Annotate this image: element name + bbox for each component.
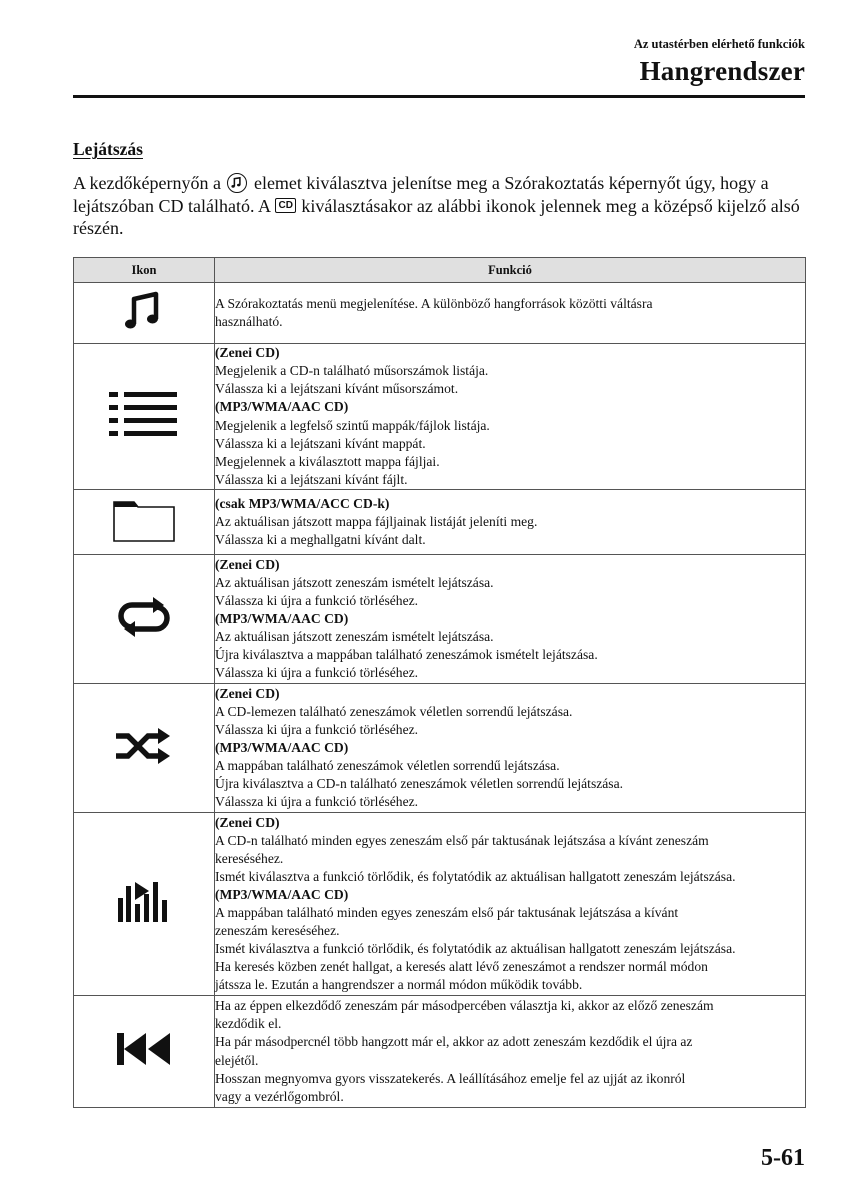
cell-text-line: Válassza ki a lejátszani kívánt fájlt. (215, 471, 408, 487)
cell-text-line: Megjelenik a legfelső szintű mappák/fájlok listája. (215, 417, 490, 433)
cell-subheading: (MP3/WMA/AAC CD) (215, 610, 349, 626)
cell-text-line: Megjelenik a CD-n található műsorszámok listája. (215, 363, 489, 379)
cell-text-line: Hosszan megnyomva gyors visszatekerés. A leállításához emelje fel az ujját az ikonról (215, 1070, 686, 1086)
header-rule (73, 95, 805, 98)
cell-text-line: Ha pár másodpercnél több hangzott már el, akkor az adott zeneszám kezdődik el újra az (215, 1034, 693, 1050)
function-table (73, 257, 806, 1108)
cell-subheading: (Zenei CD) (215, 345, 280, 361)
cell-text-line: Megjelennek a kiválasztott mappa fájljai. (215, 453, 440, 469)
cell-text-line: A CD-n található minden egyes zeneszám első pár taktusának lejátszása a kívánt zeneszám (215, 832, 709, 848)
previous-track-icon (115, 1031, 173, 1067)
repeat-icon (114, 597, 174, 637)
table-row (74, 344, 806, 490)
cell-subheading: (csak MP3/WMA/ACC CD-k) (215, 495, 390, 511)
cell-text-line: Ismét kiválasztva a funkció törlődik, és folytatódik az aktuálisan hallgatott zeneszám lejátszása. (215, 868, 736, 884)
cell-subheading: (MP3/WMA/AAC CD) (215, 399, 349, 415)
table-row (74, 555, 806, 684)
column-header-icon: Ikon (74, 258, 215, 283)
intro-text-3: kiválasztásakor az alábbi ikonok jelennek meg a középső kijelző alsó részén. (73, 195, 800, 239)
cell-text-line: vagy a vezérlőgombról. (215, 1088, 344, 1104)
function-cell (215, 555, 806, 684)
icon-cell (74, 813, 215, 996)
table-row (74, 996, 806, 1108)
cell-text-line: kereséséhez. (215, 850, 284, 866)
icon-cell (74, 996, 215, 1108)
folder-icon (112, 497, 176, 543)
cell-text-line: Válassza ki újra a funkció törléséhez. (215, 721, 419, 737)
icon-cell (74, 490, 215, 555)
music-note-circle-icon (227, 173, 247, 193)
cell-text-line: Válassza ki a meghallgatni kívánt dalt. (215, 532, 426, 548)
cell-text-line: A mappában található minden egyes zeneszám első pár taktusának lejátszása a kívánt (215, 905, 679, 920)
cell-text-line: Az aktuálisan játszott zeneszám ismételt lejátszása. (215, 629, 494, 645)
list-icon (109, 392, 179, 436)
section-heading: Lejátszás (73, 139, 143, 159)
table-row (74, 684, 806, 813)
cell-text-line: Válassza ki a lejátszani kívánt mappát. (215, 435, 426, 451)
cell-text-line: zeneszám kereséséhez. (215, 923, 340, 939)
cell-text-line: Az aktuálisan játszott mappa fájljainak listáját jeleníti meg. (215, 513, 538, 529)
cell-subheading: (MP3/WMA/AAC CD) (215, 739, 349, 755)
shuffle-icon (114, 726, 174, 766)
cell-subheading: (Zenei CD) (215, 556, 280, 572)
cell-text-line: Ha keresés közben zenét hallgat, a keresés alatt lévő zeneszámot a rendszer normál módon (215, 959, 708, 975)
icon-cell (74, 684, 215, 813)
music-note-icon (122, 289, 166, 333)
cell-subheading: (Zenei CD) (215, 685, 280, 701)
cell-text-line: Ha az éppen elkezdődő zeneszám pár másodpercében választja ki, akkor az előző zeneszám (215, 998, 714, 1014)
cell-text-line: Ismét kiválasztva a funkció törlődik, és folytatódik az aktuálisan hallgatott zeneszám lejátszása. (215, 941, 736, 957)
intro-text-2: elemet kiválasztva jelenítse meg a Szórakoztatás képernyőt úgy, hogy a lejátszóban CD található. A (73, 173, 769, 216)
icon-cell (74, 555, 215, 684)
header-subtitle: Az utastérben elérhető funkciók (633, 37, 805, 51)
cell-text-line: Válassza ki újra a funkció törléséhez. (215, 592, 419, 608)
intro-text-1: A kezdőképernyőn a (73, 173, 221, 193)
icon-cell (74, 344, 215, 490)
function-cell (215, 490, 806, 555)
column-header-function: Funkció (215, 258, 806, 283)
cell-subheading: (MP3/WMA/AAC CD) (215, 886, 349, 902)
cell-text-line: Újra kiválasztva a mappában található zeneszámok ismételt lejátszása. (215, 647, 598, 663)
cell-text-line: kezdődik el. (215, 1016, 282, 1032)
table-header-row (74, 258, 806, 283)
cell-text-line: Újra kiválasztva a CD-n található zeneszámok véletlen sorrendű lejátszása. (215, 776, 624, 792)
page-number: 5-61 (761, 1145, 805, 1171)
cell-text-line: A CD-lemezen található zeneszámok véletlen sorrendű lejátszása. (215, 703, 573, 719)
table-row (74, 283, 806, 344)
function-cell (215, 684, 806, 813)
cell-text-line: használható. (215, 314, 283, 329)
cell-text-line: Válassza ki újra a funkció törléséhez. (215, 665, 419, 681)
scan-icon (116, 880, 172, 924)
function-cell (215, 813, 806, 996)
cell-text-line: A mappában található zeneszámok véletlen sorrendű lejátszása. (215, 758, 560, 774)
intro-paragraph (73, 172, 808, 240)
table-row (74, 490, 806, 555)
function-cell (215, 996, 806, 1108)
function-cell (215, 283, 806, 344)
cell-text-line: Az aktuálisan játszott zeneszám ismételt lejátszása. (215, 574, 494, 590)
cell-text-line: elejétől. (215, 1052, 259, 1068)
function-cell (215, 344, 806, 490)
cell-text-line: Válassza ki a lejátszani kívánt műsorszámot. (215, 381, 459, 397)
cd-icon: CD (275, 198, 295, 213)
icon-cell (74, 283, 215, 344)
cell-text-line: játssza le. Ezután a hangrendszer a normál módon működik tovább. (215, 977, 583, 993)
cell-text-line: Válassza ki újra a funkció törléséhez. (215, 794, 419, 810)
page-title: Hangrendszer (639, 56, 805, 86)
table-row (74, 813, 806, 996)
cell-text-line: A Szórakoztatás menü megjelenítése. A különböző hangforrások közötti váltásra (215, 295, 653, 311)
cell-subheading: (Zenei CD) (215, 814, 280, 830)
